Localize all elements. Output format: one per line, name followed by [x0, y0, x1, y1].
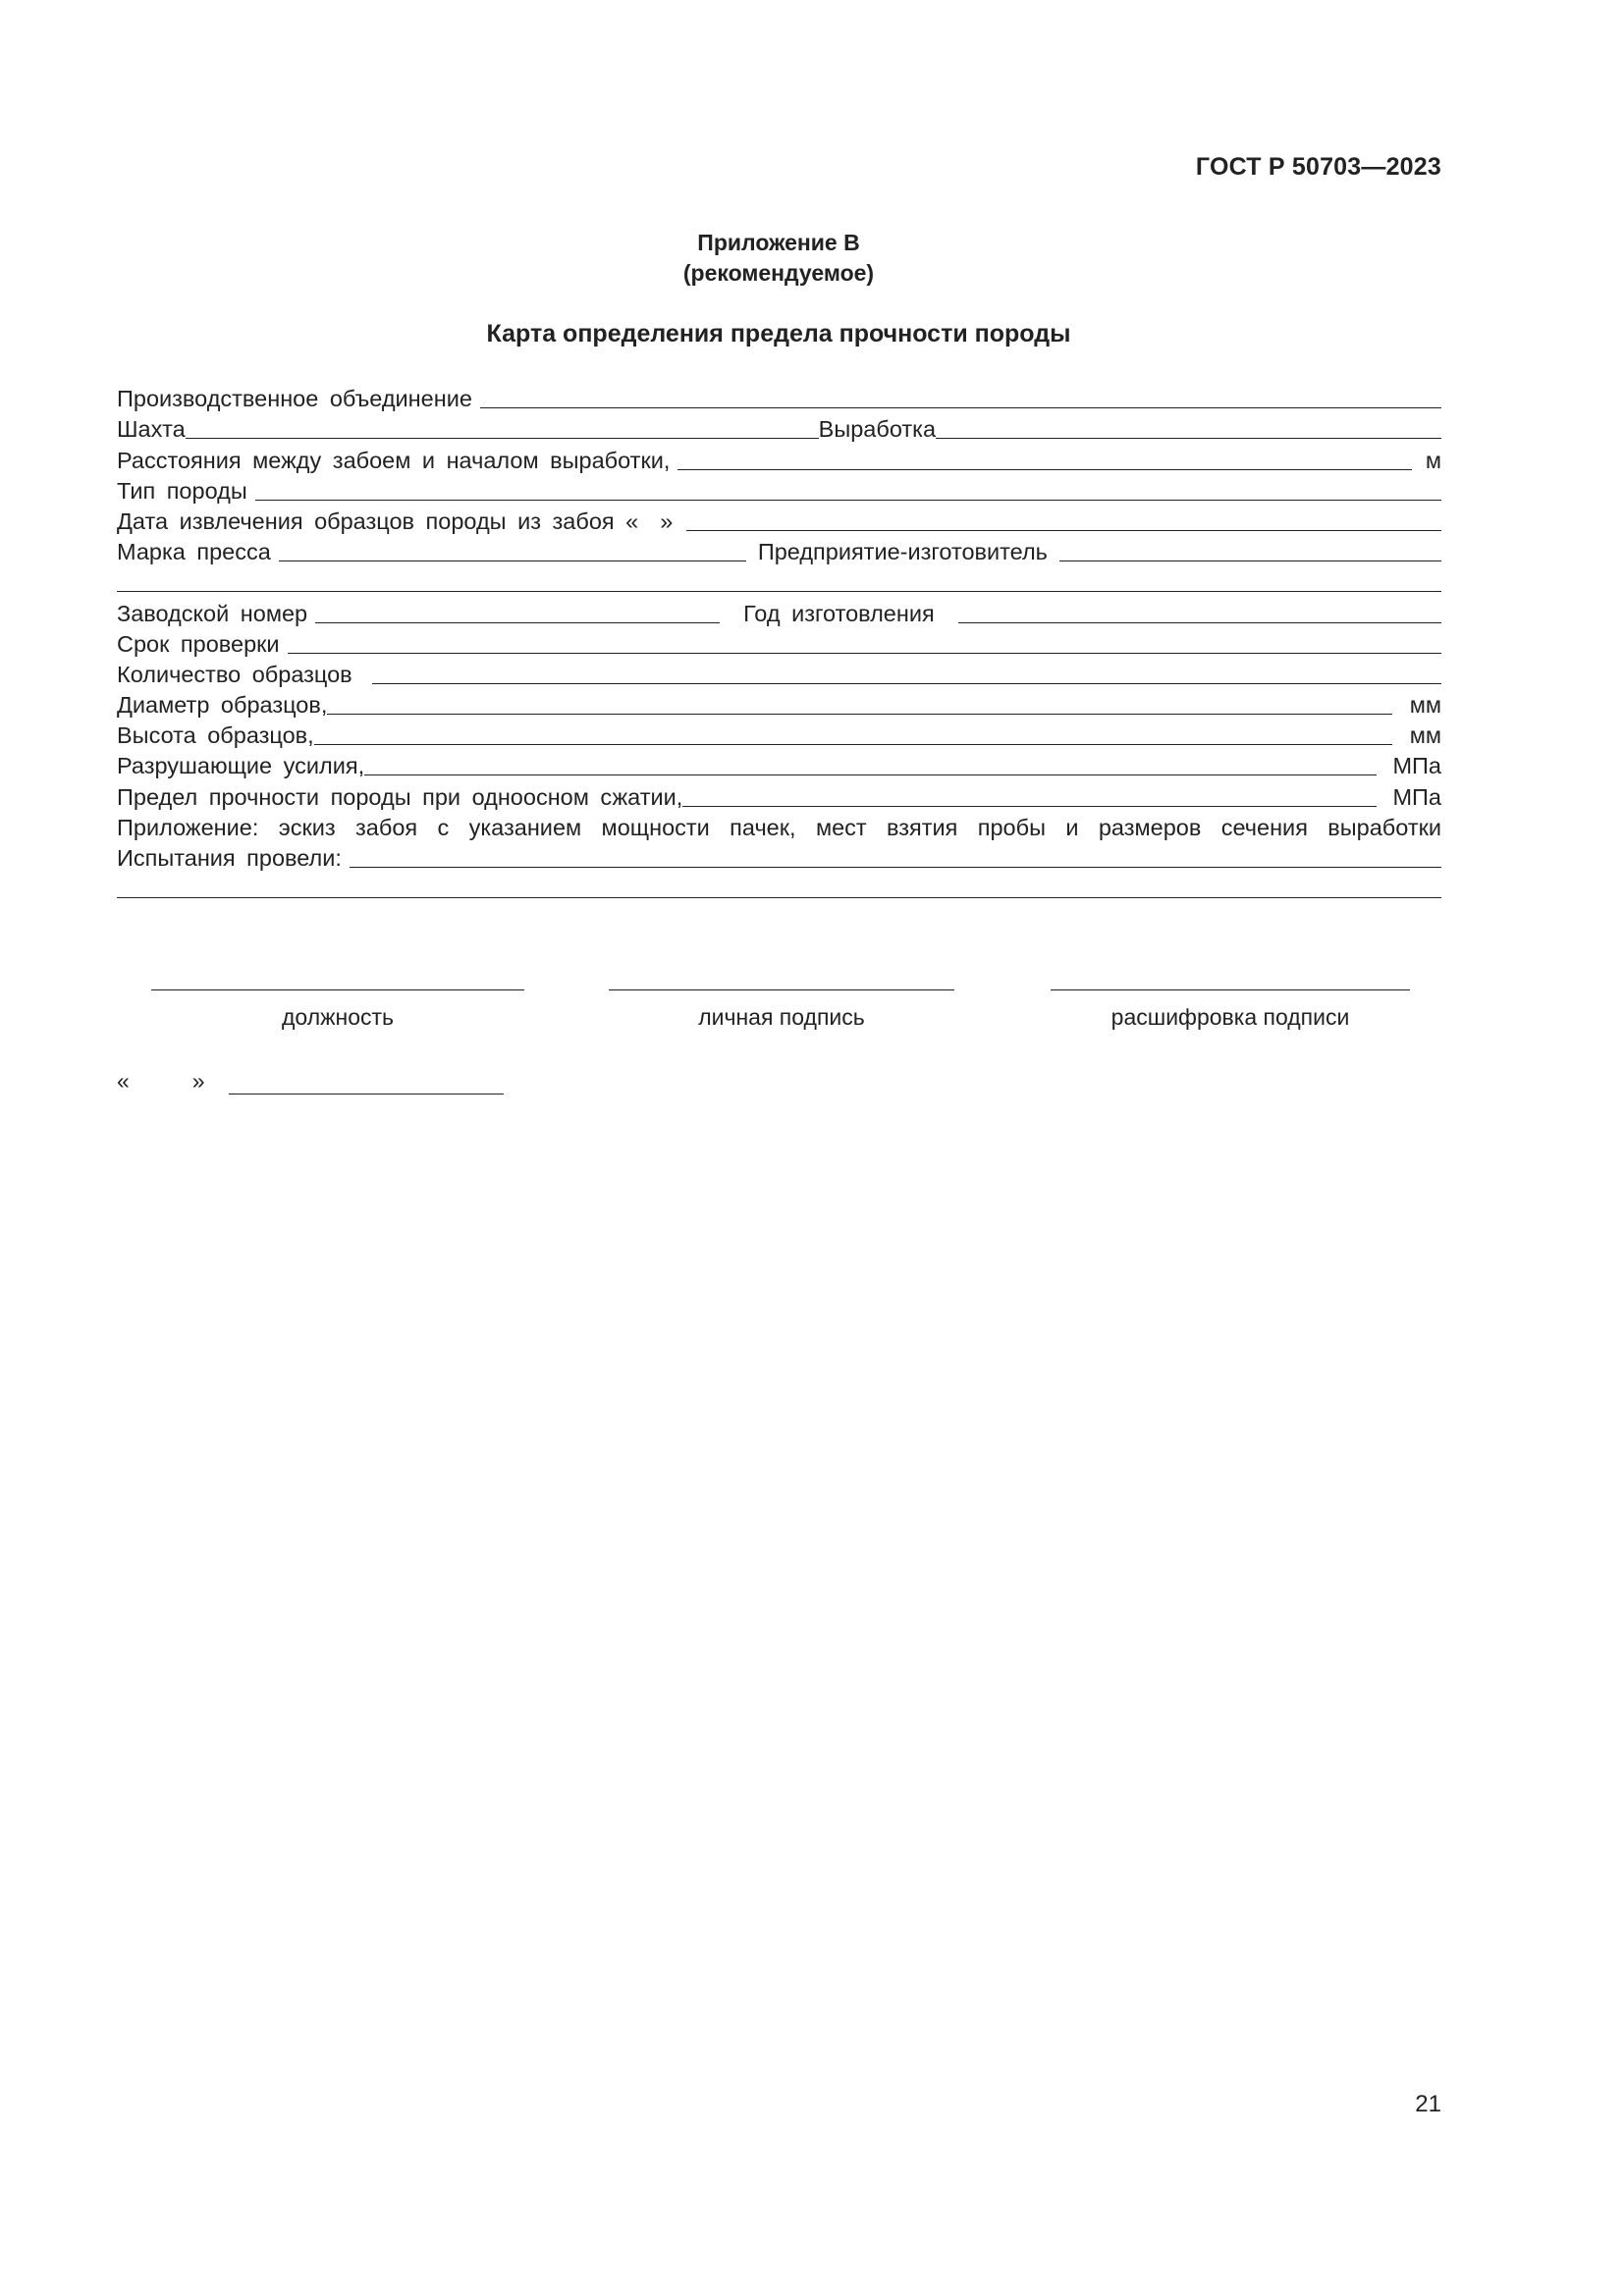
row-extraction-date	[117, 504, 1441, 534]
manufacture-year-field[interactable]	[958, 599, 1441, 623]
personal-signature	[609, 982, 954, 1031]
position-signature	[151, 982, 524, 1031]
page-number: 21	[1415, 2091, 1441, 2117]
breaking-force-field[interactable]	[364, 751, 1377, 775]
rock-type-label: Тип породы	[117, 477, 247, 504]
working-label: Выработка	[818, 416, 937, 443]
check-period-field[interactable]	[288, 629, 1441, 654]
row-attachment-note	[117, 810, 1441, 840]
row-tested-by	[117, 840, 1441, 871]
sample-height-label: Высота образцов,	[117, 722, 314, 749]
decoding-field[interactable]	[1051, 982, 1410, 990]
position-caption: должность	[281, 1004, 395, 1030]
position-field[interactable]	[151, 982, 524, 990]
manufacturer-field-continued[interactable]	[117, 567, 1441, 592]
row-uniaxial-strength	[117, 778, 1441, 809]
sample-count-label: Количество образцов	[117, 661, 352, 687]
distance-field[interactable]	[677, 446, 1411, 470]
tested-by-field[interactable]	[350, 843, 1441, 868]
decoding-caption: расшифровка подписи	[1110, 1004, 1350, 1030]
attachment-note: Приложение: эскиз забоя с указанием мощности пачек, мест взятия пробы и размеров сечения выработки	[117, 814, 1441, 840]
manufacture-year-label: Год изготовления	[743, 600, 935, 626]
manufacturer-label: Предприятие-изготовитель	[757, 539, 1048, 565]
row-mine-working	[117, 411, 1441, 442]
signature-caption: личная подпись	[698, 1004, 865, 1030]
serial-number-field[interactable]	[315, 599, 720, 623]
press-brand-field[interactable]	[279, 537, 746, 561]
uniaxial-strength-unit: МПа	[1392, 783, 1441, 810]
row-sample-diameter	[117, 687, 1441, 718]
distance-label: Расстояния между забоем и началом выработки,	[117, 447, 671, 473]
extraction-date-label: Дата извлечения образцов породы из забоя «	[117, 507, 639, 534]
uniaxial-strength-label: Предел прочности породы при одноосном сжатии,	[117, 783, 683, 810]
check-period-label: Срок проверки	[117, 630, 280, 657]
row-sample-count	[117, 657, 1441, 687]
rock-type-field[interactable]	[255, 476, 1441, 501]
serial-number-label: Заводской номер	[117, 600, 308, 626]
breaking-force-unit: МПа	[1392, 753, 1441, 779]
row-serial-number	[117, 595, 1441, 625]
strength-card-form	[117, 381, 1441, 901]
sample-height-field[interactable]	[314, 721, 1392, 745]
row-association	[117, 381, 1441, 411]
row-tested-by-continued	[117, 871, 1441, 901]
document-code: ГОСТ Р 50703—2023	[1195, 153, 1441, 181]
extraction-date-close-quote: »	[660, 507, 674, 534]
row-distance	[117, 442, 1441, 472]
card-title: Карта определения предела прочности породы	[486, 320, 1071, 347]
annex-heading	[0, 228, 1557, 289]
breaking-force-label: Разрушающие усилия,	[117, 753, 365, 779]
sample-height-unit: мм	[1409, 722, 1441, 749]
tested-by-field-continued[interactable]	[117, 874, 1441, 898]
signature-decoding	[1051, 982, 1410, 1031]
association-label: Производственное объединение	[117, 386, 472, 412]
mine-field[interactable]	[186, 414, 819, 439]
extraction-date-field[interactable]	[686, 507, 1441, 531]
date-month-year-field[interactable]	[229, 1072, 504, 1095]
signature-block	[0, 982, 1624, 1041]
date-line	[117, 1068, 504, 1095]
row-press-brand	[117, 534, 1441, 564]
distance-unit: м	[1425, 447, 1441, 473]
sample-diameter-label: Диаметр образцов,	[117, 692, 328, 719]
annex-status: (рекомендуемое)	[682, 260, 875, 286]
sample-count-field[interactable]	[372, 660, 1441, 684]
uniaxial-strength-field[interactable]	[682, 782, 1377, 807]
row-sample-height	[117, 718, 1441, 748]
row-rock-type	[117, 473, 1441, 504]
date-close-quote: »	[191, 1068, 205, 1094]
mine-label: Шахта	[117, 416, 186, 443]
tested-by-label: Испытания провели:	[117, 845, 342, 871]
row-check-period	[117, 626, 1441, 657]
annex-title: Приложение В	[697, 230, 860, 255]
sample-diameter-field[interactable]	[327, 690, 1391, 715]
sample-diameter-unit: мм	[1409, 692, 1441, 719]
press-brand-label: Марка пресса	[117, 539, 271, 565]
association-field[interactable]	[480, 384, 1441, 408]
row-manufacturer-continued	[117, 564, 1441, 595]
working-field[interactable]	[936, 414, 1441, 439]
date-open-quote: «	[117, 1068, 130, 1094]
manufacturer-field[interactable]	[1059, 537, 1441, 561]
signature-field[interactable]	[609, 982, 954, 990]
row-breaking-force	[117, 748, 1441, 778]
